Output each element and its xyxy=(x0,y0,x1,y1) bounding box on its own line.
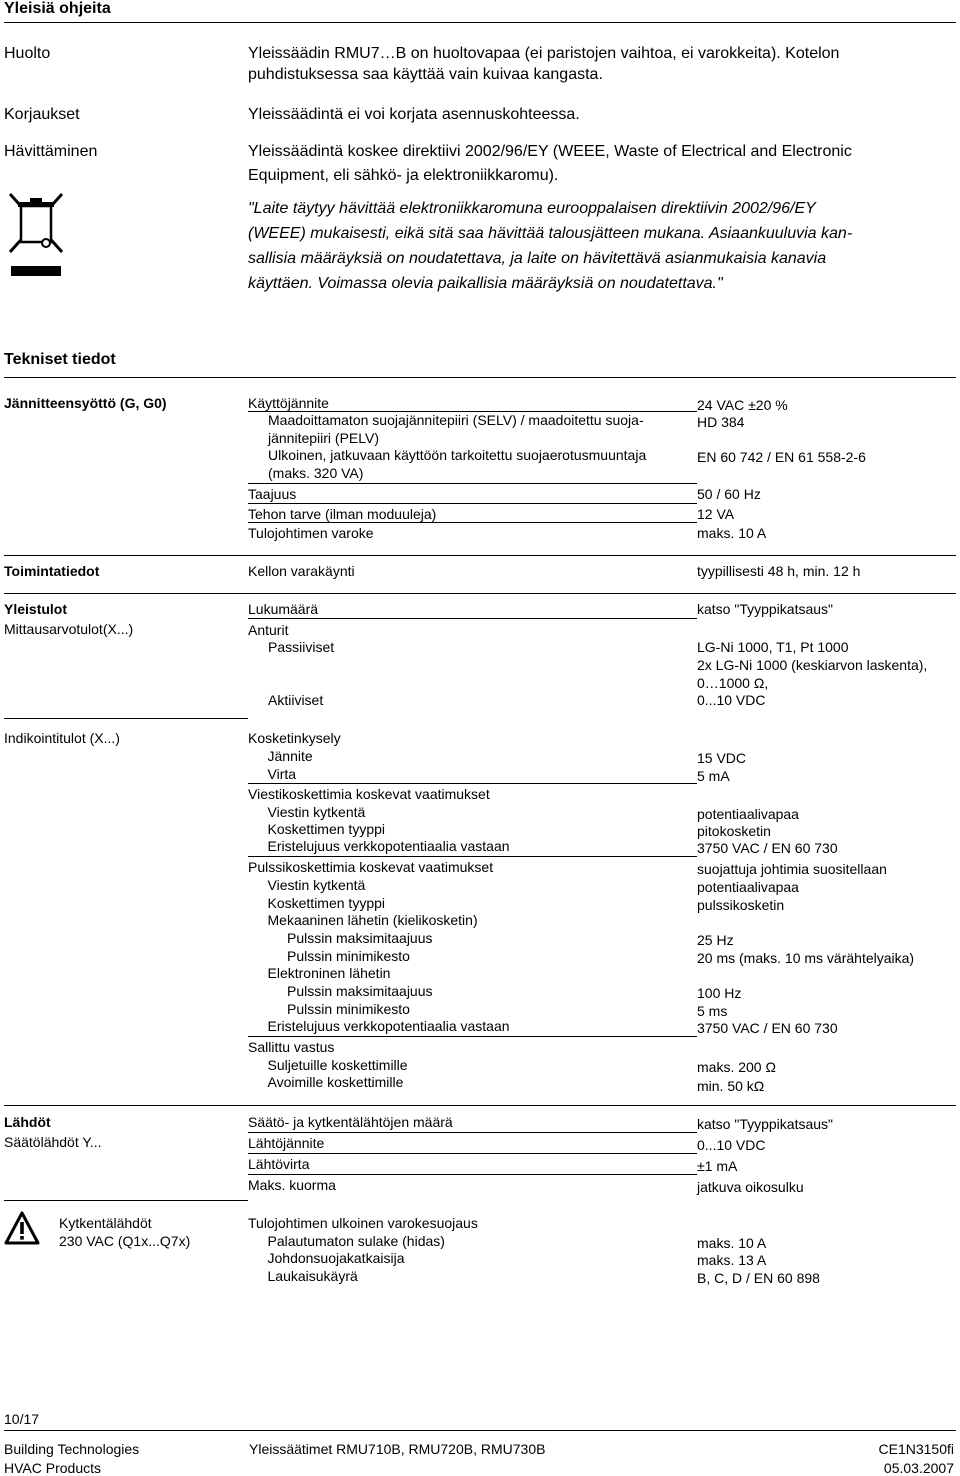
spec-value: 15 VDC xyxy=(697,750,747,766)
divider xyxy=(4,1430,956,1431)
passiiviset-label: Passiiviset xyxy=(268,639,335,655)
selv-value: HD 384 xyxy=(697,414,745,430)
kello-value: tyypillisesti 48 h, min. 12 h xyxy=(697,563,861,579)
relay-label-1: Kytkentälähdöt xyxy=(59,1215,152,1231)
toiminta-label: Toimintatiedot xyxy=(4,563,100,579)
spec-label: Elektroninen lähetin xyxy=(267,965,391,981)
divider xyxy=(4,593,956,594)
quote-line-2: (WEEE) mukaisesti, eikä sitä saa hävittää talousjätteen mukana. Asiaankuuluvia kan- xyxy=(248,225,853,242)
spec-label: Sallittu vastus xyxy=(248,1039,335,1055)
inputs-label: Yleistulot xyxy=(4,601,68,617)
divider xyxy=(248,503,697,504)
spec-value: maks. 13 A xyxy=(697,1252,767,1268)
varoke-value: maks. 10 A xyxy=(697,525,767,541)
section-title-tech: Tekniset tiedot xyxy=(4,351,116,368)
divider xyxy=(248,1036,697,1037)
spec-value: maks. 200 Ω xyxy=(697,1059,776,1075)
selv-label-2: jännitepiiri (PELV) xyxy=(268,430,380,446)
spec-label: Pulssin minimikesto xyxy=(287,948,410,964)
indik-label: Indikointitulot (X...) xyxy=(4,730,120,746)
spec-label: Johdonsuojakatkaisija xyxy=(267,1250,405,1266)
tehon-value: 12 VA xyxy=(697,506,735,522)
spec-label: Jännite xyxy=(267,748,313,764)
spec-label: Tulojohtimen ulkoinen varokesuojaus xyxy=(248,1215,478,1231)
spec-value: 100 Hz xyxy=(697,985,742,1001)
spec-label: Pulssin maksimitaajuus xyxy=(287,983,433,999)
divider xyxy=(4,1105,956,1106)
lukumaara-label: Lukumäärä xyxy=(248,601,319,617)
spec-value: maks. 10 A xyxy=(697,1235,767,1251)
document-id: CE1N3150fi xyxy=(878,1441,954,1457)
kayttojannite-value: 24 VAC ±20 % xyxy=(697,397,788,413)
outputs-sub-label: Säätölähdöt Y... xyxy=(4,1134,102,1150)
spec-label: Eristelujuus verkkopotentiaalia vastaan xyxy=(267,838,510,854)
section-title-general: Yleisiä ohjeita xyxy=(4,0,111,17)
kayttojannite-label: Käyttöjännite xyxy=(248,395,329,411)
divider xyxy=(248,856,697,857)
spec-label: Mekaaninen lähetin (kielikosketin) xyxy=(267,912,478,928)
ulk-label-1: Ulkoinen, jatkuvaan käyttöön tarkoitettu suojaerotusmuuntaja xyxy=(268,447,647,463)
relay-label-2: 230 VAC (Q1x...Q7x) xyxy=(59,1233,191,1249)
divider xyxy=(248,1132,697,1133)
ulk-label-2: (maks. 320 VA) xyxy=(268,465,364,481)
taajuus-label: Taajuus xyxy=(248,486,297,502)
aktiiviset-value: 0...10 VDC xyxy=(697,692,766,708)
quote-line-3: sallisia määräyksiä on noudatettava, ja laite on hävitettävä asianmukaisia kanavia xyxy=(248,250,827,267)
spec-label: Pulssin minimikesto xyxy=(287,1001,410,1017)
passiiviset-value-1: LG-Ni 1000, T1, Pt 1000 xyxy=(697,639,849,655)
page-number: 10/17 xyxy=(4,1411,40,1427)
inputs-sub-label: Mittausarvotulot(X...) xyxy=(4,621,134,637)
spec-value: katso "Tyyppikatsaus" xyxy=(697,1116,834,1132)
divider xyxy=(248,783,697,784)
huolto-label: Huolto xyxy=(4,45,51,62)
havittaminen-text-1: Yleissäädintä koskee direktiivi 2002/96/EY (WEEE, Waste of Electrical and Electronic xyxy=(248,143,852,160)
spec-value: pulssikosketin xyxy=(697,897,785,913)
huolto-text-2: puhdistuksessa saa käyttää vain kuivaa kangasta. xyxy=(248,66,603,83)
divider xyxy=(4,1200,248,1201)
spec-value: 20 ms (maks. 10 ms värähtelyaika) xyxy=(697,950,915,966)
havittaminen-text-2: Equipment, eli sähkö- ja elektroniikkaromu). xyxy=(248,167,559,184)
spec-value: potentiaalivapaa xyxy=(697,879,799,895)
spec-label: Viestin kytkentä xyxy=(267,877,366,893)
spec-label: Koskettimen tyyppi xyxy=(267,821,385,837)
tehon-label: Tehon tarve (ilman moduuleja) xyxy=(248,506,437,522)
spec-label: Koskettimen tyyppi xyxy=(267,895,385,911)
spec-value: 0...10 VDC xyxy=(697,1137,766,1153)
spec-value: 25 Hz xyxy=(697,932,734,948)
havittaminen-label: Hävittäminen xyxy=(4,143,98,160)
spec-label: Palautumaton sulake (hidas) xyxy=(267,1233,445,1249)
crossed-out-wheelie-bin-icon xyxy=(8,192,64,285)
korjaukset-text: Yleissäädintä ei voi korjata asennuskohteessa. xyxy=(248,106,580,123)
document-date: 05.03.2007 xyxy=(883,1460,954,1476)
ulk-value: EN 60 742 / EN 61 558-2-6 xyxy=(697,449,866,465)
company-line-1: Building Technologies xyxy=(4,1441,140,1457)
spec-label: Maks. kuorma xyxy=(248,1177,336,1193)
spec-label: Virta xyxy=(267,766,297,782)
anturit-label: Anturit xyxy=(248,622,289,638)
spec-value: pitokosketin xyxy=(697,823,771,839)
lukumaara-value: katso "Tyyppikatsaus" xyxy=(697,601,834,617)
spec-label: Kosketinkysely xyxy=(248,730,341,746)
divider xyxy=(4,377,956,378)
divider xyxy=(4,22,956,23)
divider xyxy=(248,618,697,619)
kello-label: Kellon varakäynti xyxy=(248,563,355,579)
spec-label: Suljetuille koskettimille xyxy=(267,1057,408,1073)
outputs-label: Lähdöt xyxy=(4,1114,51,1130)
spec-label: Viestin kytkentä xyxy=(267,804,366,820)
quote-line-1: "Laite täytyy hävittää elektroniikkaromuna eurooppalaisen direktiivin 2002/96/EY xyxy=(248,200,816,217)
spec-label: Lähtövirta xyxy=(248,1156,310,1172)
company-line-2: HVAC Products xyxy=(4,1460,101,1476)
divider xyxy=(248,483,697,484)
huolto-text-1: Yleissäädin RMU7…B on huoltovapaa (ei paristojen vaihtoa, ei varokkeita). Kotelon xyxy=(248,45,840,62)
document-title: Yleissäätimet RMU710B, RMU720B, RMU730B xyxy=(249,1441,546,1457)
spec-value: B, C, D / EN 60 898 xyxy=(697,1270,820,1286)
spec-value: jatkuva oikosulku xyxy=(697,1179,804,1195)
selv-label-1: Maadoittamaton suojajännitepiiri (SELV) / maadoitettu suoja- xyxy=(268,412,644,428)
spec-value: 5 ms xyxy=(697,1003,728,1019)
spec-label: Laukaisukäyrä xyxy=(267,1268,358,1284)
spec-label: Pulssin maksimitaajuus xyxy=(287,930,433,946)
spec-label: Pulssikoskettimia koskevat vaatimukset xyxy=(248,859,494,875)
spec-value: min. 50 kΩ xyxy=(697,1078,765,1094)
divider xyxy=(4,718,248,719)
spec-value: 3750 VAC / EN 60 730 xyxy=(697,840,838,856)
divider xyxy=(248,1153,697,1154)
spec-value: ±1 mA xyxy=(697,1158,738,1174)
spec-label: Viestikoskettimia koskevat vaatimukset xyxy=(248,786,490,802)
power-label: Jännitteensyöttö (G, G0) xyxy=(4,395,167,411)
divider xyxy=(248,1174,697,1175)
spec-label: Lähtöjännite xyxy=(248,1135,325,1151)
spec-label: Säätö- ja kytkentälähtöjen määrä xyxy=(248,1114,453,1130)
spec-label: Avoimille koskettimille xyxy=(267,1074,404,1090)
divider xyxy=(4,555,956,556)
spec-value: 5 mA xyxy=(697,768,730,784)
quote-line-4: käyttäen. Voimassa olevia paikallisia määräyksiä on noudatettava." xyxy=(248,275,723,292)
korjaukset-label: Korjaukset xyxy=(4,106,80,123)
divider xyxy=(248,522,697,523)
taajuus-value: 50 / 60 Hz xyxy=(697,486,761,502)
varoke-label: Tulojohtimen varoke xyxy=(248,525,374,541)
warning-triangle-icon xyxy=(4,1211,40,1250)
passiiviset-value-3: 0…1000 Ω, xyxy=(697,675,769,691)
spec-label: Eristelujuus verkkopotentiaalia vastaan xyxy=(267,1018,510,1034)
passiiviset-value-2: 2x LG-Ni 1000 (keskiarvon laskenta), xyxy=(697,657,928,673)
spec-value: potentiaalivapaa xyxy=(697,806,799,822)
spec-value: suojattuja johtimia suositellaan xyxy=(697,861,887,877)
spec-value: 3750 VAC / EN 60 730 xyxy=(697,1020,838,1036)
aktiiviset-label: Aktiiviset xyxy=(268,692,324,708)
